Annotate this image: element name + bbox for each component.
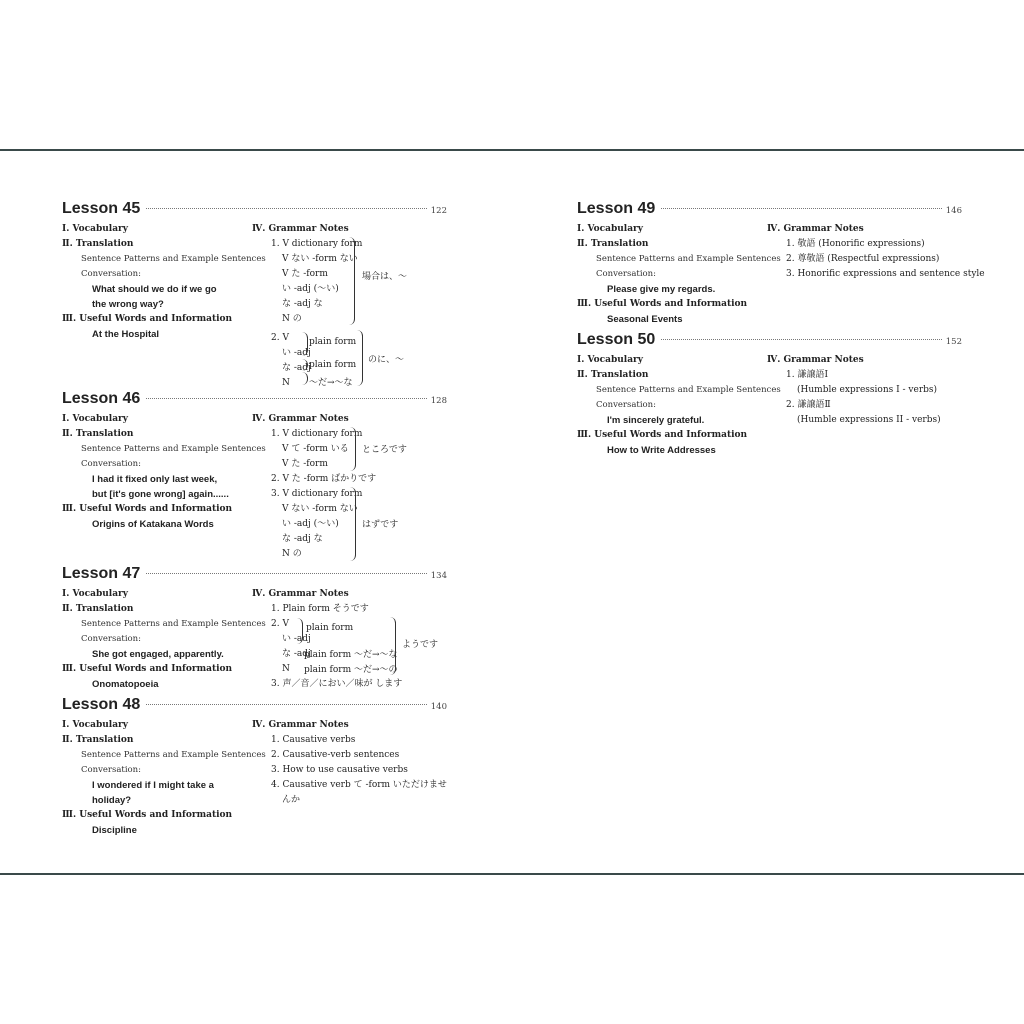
grammar-item: い -adj bbox=[282, 634, 311, 644]
sentence-patterns: Sentence Patterns and Example Sentences bbox=[596, 385, 781, 395]
grammar-form: plain form 〜だ→〜な bbox=[304, 650, 398, 660]
grammar-item: 1. V dictionary form bbox=[271, 429, 363, 439]
lesson-header bbox=[577, 200, 962, 218]
section-grammar: Ⅳ. Grammar Notes bbox=[252, 414, 349, 424]
page-number: 146 bbox=[945, 206, 962, 216]
section-grammar: Ⅳ. Grammar Notes bbox=[767, 355, 864, 365]
page-number: 122 bbox=[430, 206, 447, 216]
bottom-rule bbox=[0, 873, 1024, 875]
section-useful-words: Ⅲ. Useful Words and Information bbox=[577, 299, 748, 309]
lesson-header bbox=[577, 331, 962, 349]
section-useful-words: Ⅲ. Useful Words and Information bbox=[577, 430, 748, 440]
section-useful-words: Ⅲ. Useful Words and Information bbox=[62, 810, 233, 820]
leader-dots bbox=[146, 573, 427, 574]
brace bbox=[390, 617, 396, 675]
grammar-item: な -adj な bbox=[282, 534, 323, 544]
grammar-item: い -adj bbox=[282, 348, 311, 358]
section-grammar: Ⅳ. Grammar Notes bbox=[252, 589, 349, 599]
grammar-item: V た -form bbox=[282, 269, 328, 279]
useful-topic: Origins of Katakana Words bbox=[92, 519, 214, 530]
lesson-50 bbox=[577, 331, 977, 458]
grammar-item: 1. Plain form そうです bbox=[271, 604, 369, 614]
section-translation: Ⅱ. Translation bbox=[577, 370, 649, 380]
grammar-item: 3. V dictionary form bbox=[271, 489, 363, 499]
conversation-title: I had it fixed only last week, bbox=[92, 474, 218, 485]
grammar-item: V た -form bbox=[282, 459, 328, 469]
conversation-title: the wrong way? bbox=[92, 299, 164, 310]
section-grammar: Ⅳ. Grammar Notes bbox=[252, 720, 349, 730]
section-useful-words: Ⅲ. Useful Words and Information bbox=[62, 664, 233, 674]
grammar-item: (Humble expressions I - verbs) bbox=[797, 385, 938, 395]
grammar-item: 2. V bbox=[271, 619, 289, 629]
brace bbox=[302, 332, 308, 356]
conversation-title: What should we do if we go bbox=[92, 284, 217, 295]
grammar-form: plain form 〜だ→〜の bbox=[304, 665, 398, 675]
grammar-result: のに、〜 bbox=[368, 355, 405, 365]
section-vocabulary: Ⅰ. Vocabulary bbox=[62, 224, 129, 234]
grammar-item: んか bbox=[282, 795, 301, 805]
section-grammar: Ⅳ. Grammar Notes bbox=[252, 224, 349, 234]
useful-topic: Seasonal Events bbox=[607, 314, 683, 325]
lesson-title: Lesson 45 bbox=[62, 200, 141, 217]
sentence-patterns: Sentence Patterns and Example Sentences bbox=[81, 619, 266, 629]
grammar-item: 4. Causative verb て -form いただけませ bbox=[271, 780, 447, 790]
lesson-header bbox=[62, 696, 447, 714]
grammar-item: N の bbox=[282, 549, 302, 559]
grammar-result: ようです bbox=[402, 640, 439, 650]
conversation-title: She got engaged, apparently. bbox=[92, 649, 224, 660]
lesson-49 bbox=[577, 200, 985, 327]
brace bbox=[357, 330, 363, 386]
useful-topic: At the Hospital bbox=[92, 329, 160, 340]
conversation-label: Conversation: bbox=[596, 400, 657, 410]
conversation-title: but [it's gone wrong] again...... bbox=[92, 489, 229, 500]
conversation-label: Conversation: bbox=[81, 634, 142, 644]
grammar-result: ところです bbox=[362, 445, 407, 455]
grammar-item: い -adj (〜い) bbox=[282, 284, 339, 294]
grammar-item: V て -form いる bbox=[282, 444, 349, 454]
conversation-label: Conversation: bbox=[596, 269, 657, 279]
section-vocabulary: Ⅰ. Vocabulary bbox=[62, 589, 129, 599]
grammar-item: (Humble expressions II - verbs) bbox=[797, 415, 941, 425]
grammar-result: はずです bbox=[362, 520, 399, 530]
section-useful-words: Ⅲ. Useful Words and Information bbox=[62, 314, 233, 324]
grammar-item: 2. V た -form ばかりです bbox=[271, 474, 377, 484]
grammar-item: 2. 謙譲語Ⅱ bbox=[786, 400, 831, 410]
grammar-item: 3. 声／音／におい／味が します bbox=[271, 679, 403, 689]
page-number: 140 bbox=[430, 702, 447, 712]
top-rule bbox=[0, 149, 1024, 151]
grammar-item: な -adj bbox=[282, 363, 311, 373]
useful-topic: Onomatopoeia bbox=[92, 679, 159, 690]
grammar-item: 2. Causative-verb sentences bbox=[271, 750, 400, 760]
useful-topic: How to Write Addresses bbox=[607, 445, 716, 456]
grammar-item: 1. Causative verbs bbox=[271, 735, 356, 745]
lesson-title: Lesson 46 bbox=[62, 390, 141, 407]
section-useful-words: Ⅲ. Useful Words and Information bbox=[62, 504, 233, 514]
useful-topic: Discipline bbox=[92, 825, 137, 836]
conversation-label: Conversation: bbox=[81, 269, 142, 279]
grammar-result: 場合は、〜 bbox=[362, 272, 408, 282]
section-translation: Ⅱ. Translation bbox=[62, 429, 134, 439]
sentence-patterns: Sentence Patterns and Example Sentences bbox=[81, 444, 266, 454]
grammar-item: 2. 尊敬語 (Respectful expressions) bbox=[786, 254, 940, 264]
lesson-header bbox=[62, 565, 447, 583]
grammar-item: 1. 謙譲語Ⅰ bbox=[786, 370, 829, 380]
section-vocabulary: Ⅰ. Vocabulary bbox=[577, 224, 644, 234]
grammar-item: V ない -form ない bbox=[282, 504, 358, 514]
lesson-45 bbox=[62, 200, 462, 391]
section-translation: Ⅱ. Translation bbox=[62, 239, 134, 249]
grammar-item: い -adj (〜い) bbox=[282, 519, 339, 529]
leader-dots bbox=[661, 339, 942, 340]
sentence-patterns: Sentence Patterns and Example Sentences bbox=[81, 750, 266, 760]
grammar-form: plain form bbox=[309, 360, 357, 370]
lesson-title: Lesson 49 bbox=[577, 200, 656, 217]
brace bbox=[350, 427, 356, 471]
grammar-item: な -adj な bbox=[282, 299, 323, 309]
section-translation: Ⅱ. Translation bbox=[62, 604, 134, 614]
lesson-header bbox=[62, 390, 447, 408]
lesson-header bbox=[62, 200, 447, 218]
grammar-item: 3. Honorific expressions and sentence style bbox=[786, 269, 985, 279]
sentence-patterns: Sentence Patterns and Example Sentences bbox=[596, 254, 781, 264]
conversation-label: Conversation: bbox=[81, 459, 142, 469]
lesson-48 bbox=[62, 696, 462, 838]
conversation-title: holiday? bbox=[92, 795, 132, 806]
conversation-label: Conversation: bbox=[81, 765, 142, 775]
conversation-title: I wondered if I might take a bbox=[92, 780, 214, 791]
grammar-item: N の bbox=[282, 314, 302, 324]
grammar-form: plain form bbox=[309, 337, 357, 347]
grammar-item: 1. V dictionary form bbox=[271, 239, 363, 249]
sentence-patterns: Sentence Patterns and Example Sentences bbox=[81, 254, 266, 264]
conversation-title: Please give my regards. bbox=[607, 284, 716, 295]
lesson-46 bbox=[62, 390, 462, 562]
conversation-title: I'm sincerely grateful. bbox=[607, 415, 705, 426]
grammar-item: な -adj bbox=[282, 649, 311, 659]
section-vocabulary: Ⅰ. Vocabulary bbox=[62, 720, 129, 730]
lesson-47 bbox=[62, 565, 462, 692]
page-number: 128 bbox=[430, 396, 447, 406]
grammar-form: plain form bbox=[306, 623, 354, 633]
section-translation: Ⅱ. Translation bbox=[577, 239, 649, 249]
brace bbox=[350, 487, 356, 561]
grammar-item: N bbox=[282, 378, 290, 388]
leader-dots bbox=[661, 208, 942, 209]
section-grammar: Ⅳ. Grammar Notes bbox=[767, 224, 864, 234]
section-vocabulary: Ⅰ. Vocabulary bbox=[62, 414, 129, 424]
brace bbox=[349, 237, 355, 325]
page-number: 134 bbox=[430, 571, 447, 581]
grammar-item: 1. 敬語 (Honorific expressions) bbox=[786, 239, 925, 249]
leader-dots bbox=[146, 208, 427, 209]
page-number: 152 bbox=[945, 337, 962, 347]
grammar-item: 2. V bbox=[271, 333, 289, 343]
grammar-item: 3. How to use causative verbs bbox=[271, 765, 408, 775]
section-vocabulary: Ⅰ. Vocabulary bbox=[577, 355, 644, 365]
leader-dots bbox=[146, 398, 427, 399]
brace bbox=[297, 618, 303, 644]
leader-dots bbox=[146, 704, 427, 705]
grammar-form: 〜だ→〜な bbox=[309, 378, 353, 388]
lesson-title: Lesson 48 bbox=[62, 696, 141, 713]
grammar-item: N bbox=[282, 664, 290, 674]
lesson-title: Lesson 50 bbox=[577, 331, 656, 348]
section-translation: Ⅱ. Translation bbox=[62, 735, 134, 745]
lesson-title: Lesson 47 bbox=[62, 565, 141, 582]
grammar-item: V ない -form ない bbox=[282, 254, 358, 264]
